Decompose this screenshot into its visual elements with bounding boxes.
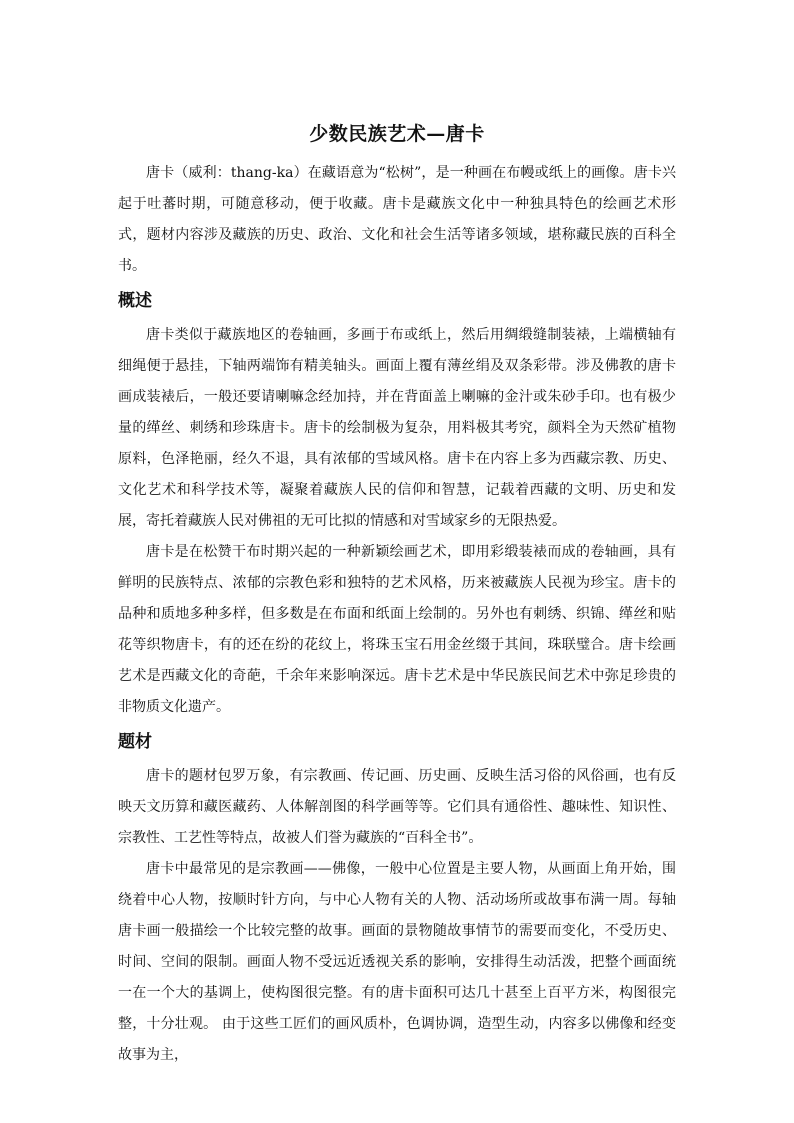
document-title: 少数民族艺术—唐卡 — [309, 123, 485, 145]
document-body — [118, 120, 676, 1071]
intro-paragraph: 唐卡（威利：thang-ka）在藏语意为“松树”，是一种画在布幔或纸上的画像。唐卡兴起于吐蕃时期，可随意移动，便于收藏。唐卡是藏族文化中一种独具特色的绘画艺术形式，题材内容涉及藏族的历史、政治、文化和社会生活等诸多领域，堪称藏民族的百科全书。 — [118, 165, 676, 274]
subject-paragraph-2: 唐卡中最常见的是宗教画——佛像，一般中心位置是主要人物，从画面上角开始，围绕着中心人物，按顺时针方向，与中心人物有关的人物、活动场所或故事布满一周。每轴唐卡画一般描绘一个比较完整的故事。画面的景物随故事情节的需要而变化，不受历史、时间、空间的限制。画面人物不受远近透视关系的影响，安排得生动活泼，把整个画面统一在一个大的基调上，使构图很完整。有的唐卡面积可达几十甚至上百平方米，构图很完整，十分壮观。 由于这些工匠们的画风质朴，色调协调，造型生动，内容多以佛像和经变故事为主， — [118, 861, 676, 1063]
subject-paragraph-1: 唐卡的题材包罗万象，有宗教画、传记画、历史画、反映生活习俗的风俗画，也有反映天文历算和藏医藏药、人体解剖图的科学画等等。它们具有通俗性、趣味性、知识性、宗教性、工艺性等特点，故被人们誉为藏族的“百科全书”。 — [118, 768, 676, 846]
overview-paragraph-2: 唐卡是在松赞干布时期兴起的一种新颖绘画艺术，即用彩缎装裱而成的卷轴画，具有鲜明的民族特点、浓郁的宗教色彩和独特的艺术风格，历来被藏族人民视为珍宝。唐卡的品种和质地多种多样，但多数是在布面和纸面上绘制的。另外也有刺绣、织锦、缂丝和贴花等织物唐卡，有的还在纷的花纹上，将珠玉宝石用金丝缀于其间，珠联璧合。唐卡绘画艺术是西藏文化的奇葩，千余年来影响深远。唐卡艺术是中华民族民间艺术中弥足珍贵的非物质文化遗产。 — [118, 544, 676, 715]
section-heading-subject: 题材 — [118, 732, 152, 752]
overview-paragraph-1: 唐卡类似于藏族地区的卷轴画，多画于布或纸上，然后用绸缎缝制装裱，上端横轴有细绳便于悬挂，下轴两端饰有精美轴头。画面上覆有薄丝绢及双条彩带。涉及佛教的唐卡画成装裱后，一般还要请喇嘛念经加持，并在背面盖上喇嘛的金汁或朱砂手印。也有极少量的缂丝、刺绣和珍珠唐卡。唐卡的绘制极为复杂，用料极其考究，颜料全为天然矿植物原料，色泽艳丽，经久不退，具有浓郁的雪域风格。唐卡在内容上多为西藏宗教、历史、文化艺术和科学技术等，凝聚着藏族人民的信仰和智慧，记载着西藏的文明、历史和发展，寄托着藏族人民对佛祖的无可比拟的情感和对雪域家乡的无限热爱。 — [118, 327, 676, 529]
section-heading-overview: 概述 — [118, 291, 152, 311]
